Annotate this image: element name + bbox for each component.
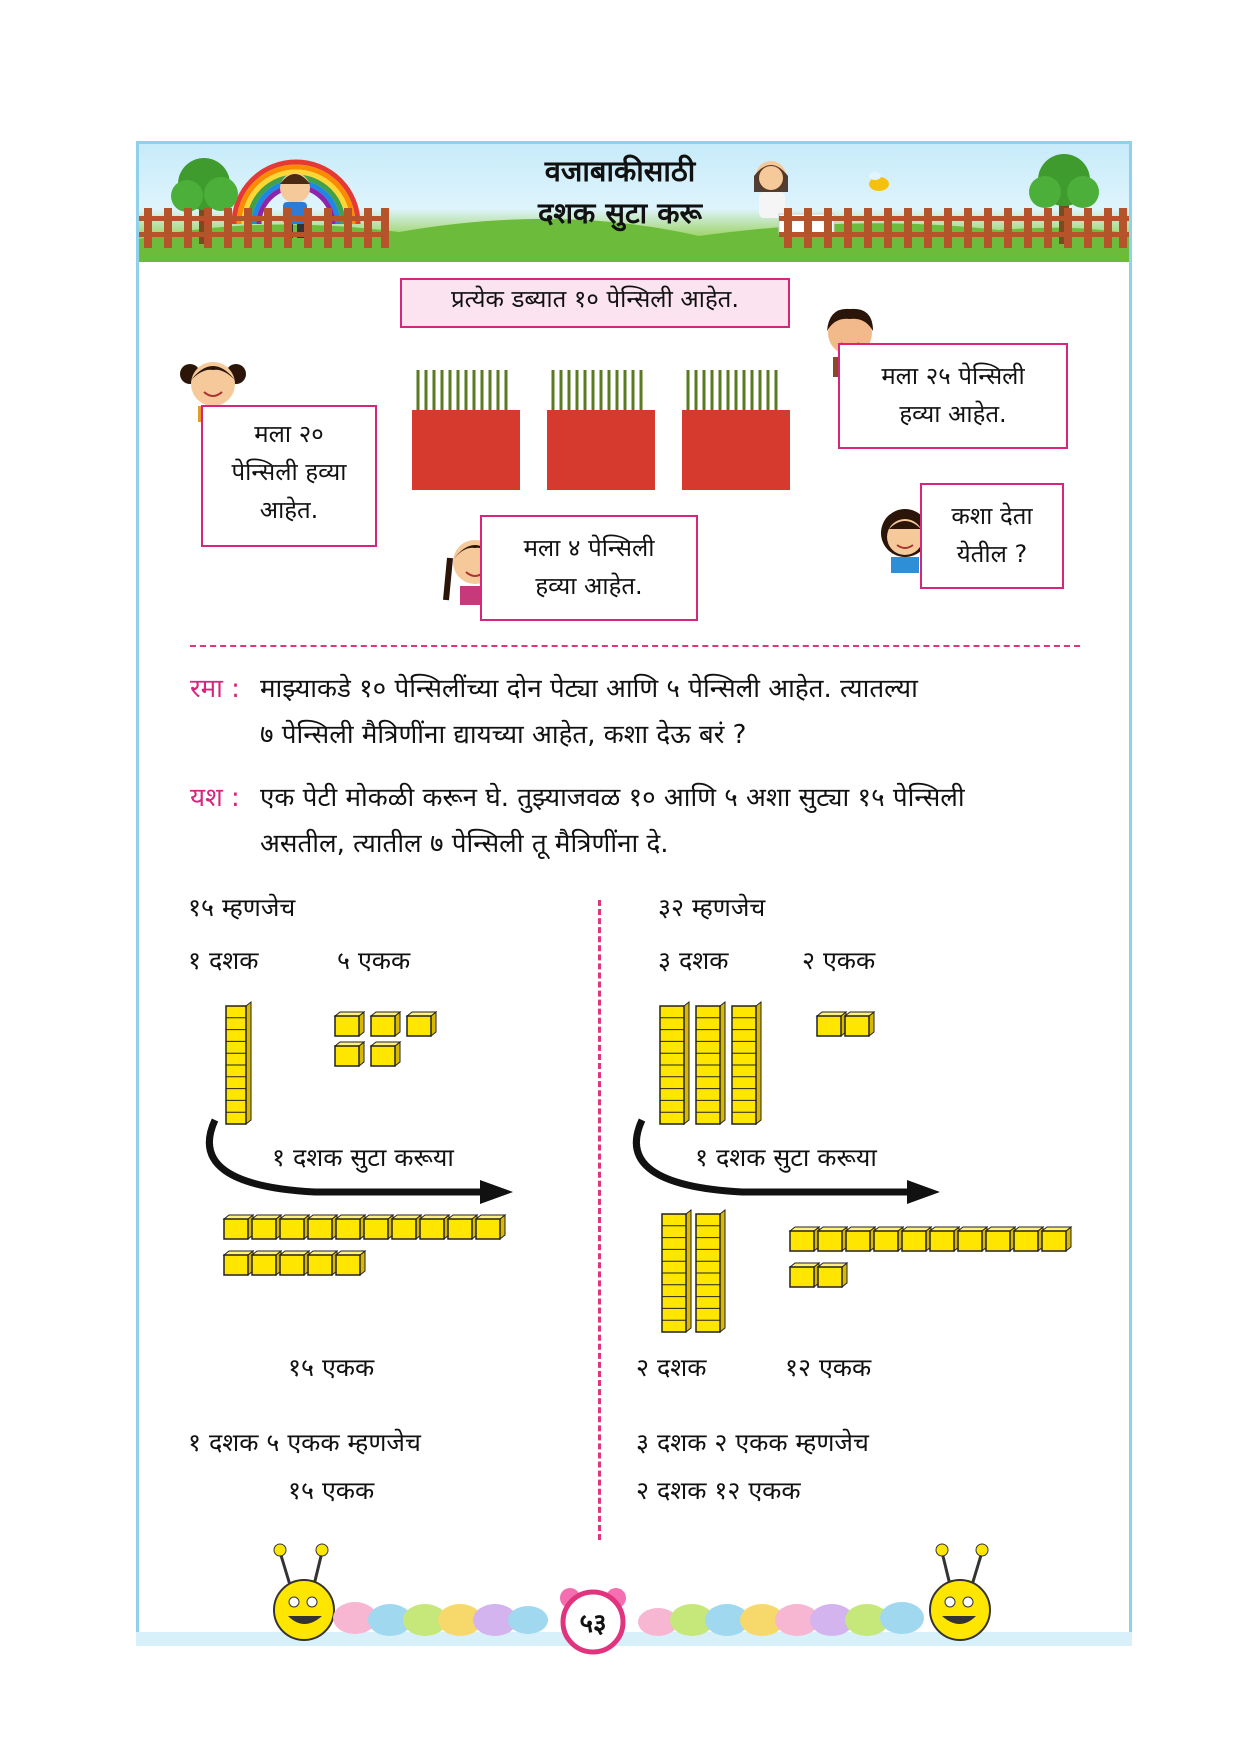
column-divider: [598, 900, 601, 1540]
right-ones-label: २ एकक: [802, 946, 876, 975]
left-tens-label: १ दशक: [188, 946, 259, 975]
unit-cube: [790, 1227, 819, 1251]
bubble-left-line-2: पेन्सिली हव्या: [231, 458, 347, 486]
ten-rod: [662, 1210, 691, 1332]
left-heading: १५ म्हणजेच: [188, 893, 296, 922]
unit-cube: [476, 1215, 505, 1239]
unit-cube: [817, 1012, 846, 1036]
rama-line-1: माझ्याकडे १० पेन्सिलींच्या दोन पेट्या आणि ५ पेन्सिली आहेत. त्यातल्या: [260, 674, 918, 704]
dialogue-rama: [190, 666, 918, 758]
bubble-left-line-1: मला २०: [254, 420, 324, 448]
pencil-box-1: [412, 370, 520, 490]
left-summary-line-1: १ दशक ५ एकक म्हणजेच: [188, 1428, 421, 1457]
pencil-box-2: [547, 370, 655, 490]
right-arrow-label: १ दशक सुटा करूया: [695, 1143, 877, 1172]
rama-line-2: ७ पेन्सिली मैत्रिणींना द्यायच्या आहेत, कशा देऊ बरं ?: [260, 720, 747, 750]
unit-cube: [818, 1263, 847, 1287]
unit-cube: [336, 1251, 365, 1275]
page-number: ५३: [579, 1609, 607, 1639]
left-ones-blocks: [335, 1012, 455, 1072]
unit-cube: [364, 1215, 393, 1239]
dialogue-yash: [190, 775, 965, 867]
pencil-boxes: [410, 355, 800, 490]
unit-cube: [846, 1227, 875, 1251]
unit-cube: [371, 1042, 400, 1066]
unit-cube: [902, 1227, 931, 1251]
title-line-1: वजाबाकीसाठी: [544, 154, 696, 188]
bubble-right-bottom-line-2: येतील ?: [956, 540, 1028, 568]
right-tens-label: ३ दशक: [658, 946, 729, 975]
unit-cube: [371, 1012, 400, 1036]
title-line-2: दशक सुटा करू: [537, 196, 703, 230]
unit-cube: [335, 1042, 364, 1066]
bubble-left-line-3: आहेत.: [259, 496, 319, 524]
bee-icon: [869, 172, 889, 191]
unit-cube: [986, 1227, 1015, 1251]
unit-cube: [308, 1215, 337, 1239]
right-after-ones-blocks: [790, 1227, 1090, 1297]
right-result-tens-label: २ दशक: [636, 1353, 707, 1382]
right-after-tens-blocks: [662, 1210, 742, 1336]
unit-cube: [336, 1215, 365, 1239]
bubble-middle-line-2: हव्या आहेत.: [535, 572, 643, 600]
unit-cube: [280, 1251, 309, 1275]
ten-rod: [696, 1210, 725, 1332]
unit-cube: [874, 1227, 903, 1251]
right-summary-line-2: २ दशक १२ एकक: [636, 1476, 801, 1505]
unit-cube: [308, 1251, 337, 1275]
pencil-box-3: [682, 370, 790, 490]
right-result-ones-label: १२ एकक: [785, 1353, 872, 1382]
ten-rod: [660, 1002, 689, 1124]
right-ones-blocks: [817, 1012, 887, 1042]
unit-cube: [280, 1215, 309, 1239]
ten-rod: [732, 1002, 761, 1124]
unit-cube: [1042, 1227, 1071, 1251]
unit-cube: [930, 1227, 959, 1251]
yash-line-2: असतील, त्यातील ७ पेन्सिली तू मैत्रिणींना दे.: [260, 829, 669, 859]
left-after-ones-blocks: [224, 1215, 524, 1285]
unit-cube: [448, 1215, 477, 1239]
unit-cube: [845, 1012, 874, 1036]
caterpillar-body-left: [333, 1602, 548, 1636]
unit-cube: [252, 1215, 281, 1239]
bubble-middle: [480, 515, 698, 621]
caterpillar-right-head-icon: [930, 1544, 990, 1640]
bubble-right-top: [838, 343, 1068, 449]
caterpillar-illustration: [270, 1540, 1000, 1650]
page-title: [470, 150, 770, 234]
yash-line-1: एक पेटी मोकळी करून घे. तुझ्याजवळ १० आणि ५ अशा सुट्या १५ पेन्सिली: [260, 783, 965, 813]
ten-rod: [226, 1002, 251, 1124]
unit-cube: [958, 1227, 987, 1251]
unit-cube: [1014, 1227, 1043, 1251]
bubble-right-bottom: [920, 483, 1064, 589]
section-divider: [190, 645, 1080, 647]
unit-cube: [818, 1227, 847, 1251]
bubble-right-bottom-line-1: कशा देता: [951, 502, 1033, 530]
caterpillar-left-head-icon: [274, 1544, 334, 1640]
unit-cube: [224, 1215, 253, 1239]
box-label: प्रत्येक डब्यात १० पेन्सिली आहेत.: [400, 278, 790, 328]
right-summary-line-1: ३ दशक २ एकक म्हणजेच: [636, 1428, 869, 1457]
bubble-middle-line-1: मला ४ पेन्सिली: [523, 534, 655, 562]
right-heading: ३२ म्हणजेच: [658, 893, 766, 922]
unit-cube: [224, 1251, 253, 1275]
bubble-right-top-line-1: मला २५ पेन्सिली: [881, 362, 1025, 390]
unit-cube: [790, 1263, 819, 1287]
speaker-rama: रमा :: [190, 674, 240, 704]
left-summary-line-2: १५ एकक: [288, 1476, 375, 1505]
left-result-label: १५ एकक: [288, 1353, 375, 1382]
unit-cube: [420, 1215, 449, 1239]
unit-cube: [335, 1012, 364, 1036]
left-ones-label: ५ एकक: [337, 946, 411, 975]
unit-cube: [392, 1215, 421, 1239]
unit-cube: [252, 1251, 281, 1275]
ten-rod: [696, 1002, 725, 1124]
pencil-bundle-1: [418, 370, 506, 410]
left-arrow-label: १ दशक सुटा करूया: [272, 1143, 454, 1172]
bubble-right-top-line-2: हव्या आहेत.: [899, 400, 1007, 428]
bubble-left: [201, 405, 377, 547]
speaker-yash: यश :: [190, 783, 240, 813]
unit-cube: [407, 1012, 436, 1036]
caterpillar-body-right: [638, 1602, 924, 1636]
